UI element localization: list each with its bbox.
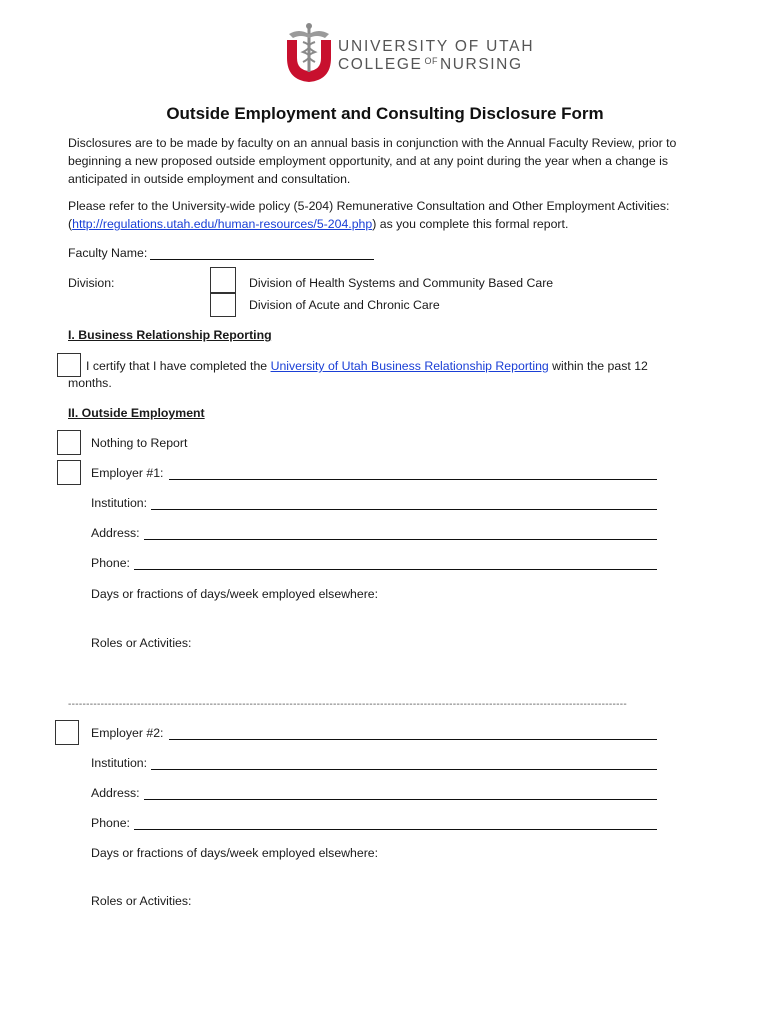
brr-text-after: within the past 12 bbox=[548, 359, 648, 373]
brr-certify-text-line2: months. bbox=[68, 376, 112, 390]
employer-separator: ---------------------------------------------------------------------------------------------------------------------------------------------------------- bbox=[68, 699, 628, 709]
nothing-to-report-checkbox[interactable] bbox=[57, 430, 81, 455]
employer1-address-field[interactable] bbox=[144, 539, 657, 540]
caduceus-shield-icon bbox=[283, 22, 335, 84]
logo-of-word: OF bbox=[424, 56, 438, 66]
policy-text-after: ) as you complete this formal report. bbox=[372, 217, 569, 231]
logo-college-text bbox=[338, 56, 523, 74]
employer2-label: Employer #2: bbox=[91, 726, 164, 740]
intro-paragraph: Disclosures are to be made by faculty on an annual basis in conjunction with the Annual Faculty Review, prior to beginning a new proposed outside employment opportunity, and at any point during the year when a change is anticipated in outside employment and consultation. bbox=[68, 136, 677, 186]
employer1-phone-field[interactable] bbox=[134, 569, 657, 570]
division-health-systems-checkbox[interactable] bbox=[210, 267, 236, 293]
brr-certify-text bbox=[86, 359, 648, 373]
employer1-label: Employer #1: bbox=[91, 466, 164, 480]
employer1-checkbox[interactable] bbox=[57, 460, 81, 485]
employer2-field[interactable] bbox=[169, 739, 657, 740]
employer1-institution-field[interactable] bbox=[151, 509, 657, 510]
employer2-phone-field[interactable] bbox=[134, 829, 657, 830]
section1-heading: I. Business Relationship Reporting bbox=[68, 328, 272, 342]
policy-paragraph bbox=[68, 197, 708, 233]
employer1-roles-label: Roles or Activities: bbox=[91, 636, 192, 650]
policy-text-before: Please refer to the University-wide policy (5-204) Remunerative Consultation and Other Employment Activities: ( bbox=[68, 199, 670, 231]
faculty-name-label: Faculty Name: bbox=[68, 246, 148, 260]
employer1-address-label: Address: bbox=[91, 526, 140, 540]
employer1-institution-label: Institution: bbox=[91, 496, 148, 510]
employer2-institution-label: Institution: bbox=[91, 756, 148, 770]
employer2-phone-label: Phone: bbox=[91, 816, 130, 830]
logo-nursing-word: NURSING bbox=[439, 56, 523, 73]
division-acute-chronic-label: Division of Acute and Chronic Care bbox=[249, 298, 440, 312]
division-label: Division: bbox=[68, 276, 115, 290]
college-logo bbox=[283, 22, 535, 84]
employer2-days-label: Days or fractions of days/week employed elsewhere: bbox=[91, 846, 379, 860]
employer1-phone-label: Phone: bbox=[91, 556, 130, 570]
employer2-institution-field[interactable] bbox=[151, 769, 657, 770]
policy-link[interactable]: http://regulations.utah.edu/human-resources/5-204.php bbox=[72, 217, 373, 231]
employer2-address-label: Address: bbox=[91, 786, 140, 800]
form-title: Outside Employment and Consulting Disclosure Form bbox=[166, 104, 604, 123]
faculty-name-field[interactable] bbox=[150, 259, 374, 260]
section2-heading: II. Outside Employment bbox=[68, 406, 205, 420]
employer1-days-label: Days or fractions of days/week employed elsewhere: bbox=[91, 587, 379, 601]
logo-college-word: COLLEGE bbox=[338, 56, 423, 73]
employer2-address-field[interactable] bbox=[144, 799, 657, 800]
brr-certify-checkbox[interactable] bbox=[57, 353, 81, 377]
employer1-field[interactable] bbox=[169, 479, 657, 480]
division-acute-chronic-checkbox[interactable] bbox=[210, 293, 236, 317]
employer2-checkbox[interactable] bbox=[55, 720, 79, 745]
logo-university-text: UNIVERSITY OF UTAH bbox=[338, 38, 535, 55]
brr-text-before: I certify that I have completed the bbox=[86, 359, 271, 373]
division-health-systems-label: Division of Health Systems and Community Based Care bbox=[249, 276, 554, 290]
employer2-roles-label: Roles or Activities: bbox=[91, 894, 192, 908]
brr-link[interactable]: University of Utah Business Relationship Reporting bbox=[270, 359, 549, 373]
nothing-to-report-label: Nothing to Report bbox=[91, 436, 188, 450]
